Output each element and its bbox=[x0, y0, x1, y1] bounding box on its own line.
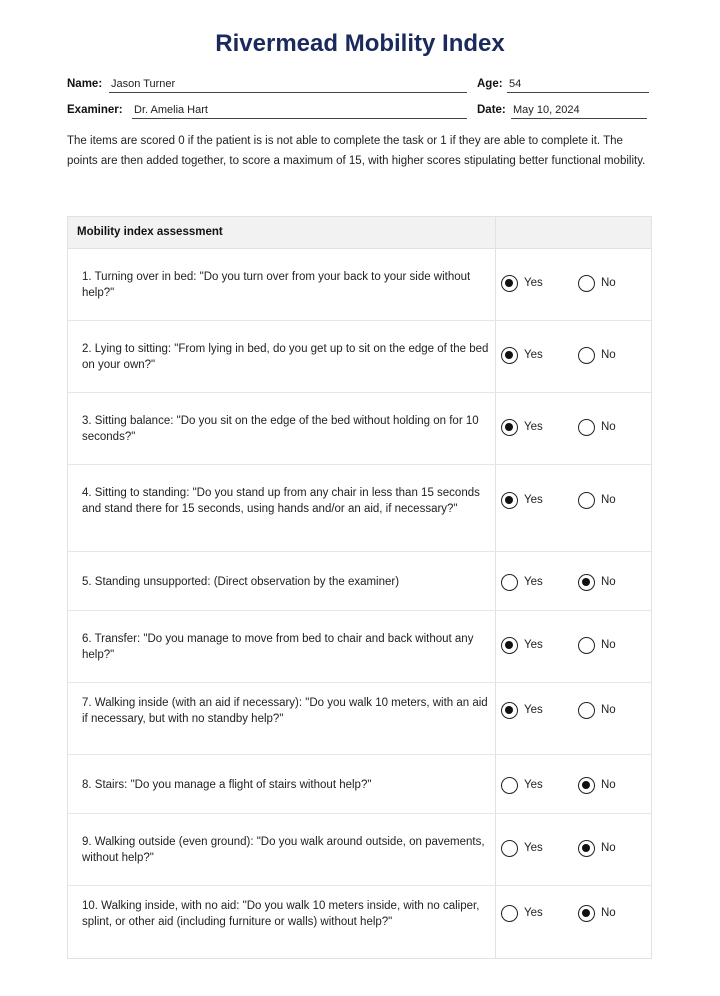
no-radio-button[interactable] bbox=[578, 777, 595, 794]
no-option[interactable] bbox=[578, 345, 616, 365]
yes-radio-button[interactable] bbox=[501, 574, 518, 591]
yes-radio-button[interactable] bbox=[501, 777, 518, 794]
yes-option[interactable] bbox=[501, 572, 543, 592]
yes-option[interactable] bbox=[501, 775, 543, 795]
yes-option[interactable] bbox=[501, 490, 543, 510]
no-option[interactable] bbox=[578, 417, 616, 437]
no-label: No bbox=[601, 639, 616, 651]
assessment-table bbox=[67, 216, 652, 959]
yes-radio-button[interactable] bbox=[501, 637, 518, 654]
instructions-text: The items are scored 0 if the patient is is not able to complete the task or 1 if they are able to complete it. The points are then added together, to score a maximum of 15, with higher scores stipulating better functional mobility. bbox=[67, 135, 646, 167]
table-row bbox=[68, 552, 651, 611]
no-option[interactable] bbox=[578, 838, 616, 858]
yes-label: Yes bbox=[524, 779, 543, 791]
date-field[interactable]: May 10, 2024 bbox=[511, 104, 647, 119]
date-label: Date: bbox=[477, 104, 506, 116]
no-radio-button[interactable] bbox=[578, 275, 595, 292]
question-text: 1. Turning over in bed: "Do you turn over from your back to your side without help?" bbox=[82, 271, 471, 299]
yes-label: Yes bbox=[524, 277, 543, 289]
no-label: No bbox=[601, 494, 616, 506]
yes-label: Yes bbox=[524, 421, 543, 433]
question-text: 3. Sitting balance: "Do you sit on the edge of the bed without holding on for 10 seconds?" bbox=[82, 415, 479, 443]
yes-label: Yes bbox=[524, 842, 543, 854]
no-label: No bbox=[601, 704, 616, 716]
no-option[interactable] bbox=[578, 635, 616, 655]
no-radio-button[interactable] bbox=[578, 702, 595, 719]
yes-option[interactable] bbox=[501, 417, 543, 437]
no-option[interactable] bbox=[578, 490, 616, 510]
yes-radio-button[interactable] bbox=[501, 419, 518, 436]
question-text: 10. Walking inside, with no aid: "Do you walk 10 meters inside, with no caliper, splint, or other aid (including furniture or walls) without help?" bbox=[82, 900, 480, 928]
yes-option[interactable] bbox=[501, 345, 543, 365]
yes-radio-button[interactable] bbox=[501, 905, 518, 922]
question-text: 4. Sitting to standing: "Do you stand up from any chair in less than 15 seconds and stand there for 15 seconds, using hands and/or an aid, if necessary?" bbox=[82, 487, 480, 515]
table-row bbox=[68, 683, 651, 755]
question-text: 7. Walking inside (with an aid if necessary): "Do you walk 10 meters, with an aid if necessary, but with no standby help?" bbox=[82, 697, 488, 725]
yes-radio-button[interactable] bbox=[501, 275, 518, 292]
table-row bbox=[68, 755, 651, 814]
no-label: No bbox=[601, 779, 616, 791]
yes-option[interactable] bbox=[501, 838, 543, 858]
page-title: Rivermead Mobility Index bbox=[215, 30, 505, 57]
no-option[interactable] bbox=[578, 903, 616, 923]
no-option[interactable] bbox=[578, 273, 616, 293]
no-radio-button[interactable] bbox=[578, 840, 595, 857]
yes-option[interactable] bbox=[501, 700, 543, 720]
table-header bbox=[68, 217, 651, 249]
no-label: No bbox=[601, 349, 616, 361]
name-field[interactable]: Jason Turner bbox=[109, 78, 467, 93]
yes-radio-button[interactable] bbox=[501, 702, 518, 719]
table-row bbox=[68, 814, 651, 886]
no-option[interactable] bbox=[578, 700, 616, 720]
table-row bbox=[68, 465, 651, 552]
table-row bbox=[68, 393, 651, 465]
no-radio-button[interactable] bbox=[578, 574, 595, 591]
yes-radio-button[interactable] bbox=[501, 347, 518, 364]
no-label: No bbox=[601, 421, 616, 433]
question-text: 2. Lying to sitting: "From lying in bed, do you get up to sit on the edge of the bed on your own?" bbox=[82, 343, 489, 371]
yes-label: Yes bbox=[524, 907, 543, 919]
examiner-label: Examiner: bbox=[67, 104, 123, 116]
examiner-field[interactable]: Dr. Amelia Hart bbox=[132, 104, 467, 119]
no-option[interactable] bbox=[578, 775, 616, 795]
no-radio-button[interactable] bbox=[578, 905, 595, 922]
yes-option[interactable] bbox=[501, 273, 543, 293]
no-label: No bbox=[601, 576, 616, 588]
question-text: 6. Transfer: "Do you manage to move from bed to chair and back without any help?" bbox=[82, 633, 474, 661]
yes-option[interactable] bbox=[501, 635, 543, 655]
table-header-label: Mobility index assessment bbox=[77, 226, 223, 238]
table-row bbox=[68, 248, 651, 321]
table-row bbox=[68, 886, 651, 958]
table-row bbox=[68, 611, 651, 683]
question-text: 8. Stairs: "Do you manage a flight of stairs without help?" bbox=[82, 779, 372, 791]
no-option[interactable] bbox=[578, 572, 616, 592]
yes-label: Yes bbox=[524, 576, 543, 588]
yes-label: Yes bbox=[524, 704, 543, 716]
no-label: No bbox=[601, 907, 616, 919]
yes-label: Yes bbox=[524, 349, 543, 361]
no-label: No bbox=[601, 277, 616, 289]
age-label: Age: bbox=[477, 78, 503, 90]
no-radio-button[interactable] bbox=[578, 419, 595, 436]
yes-radio-button[interactable] bbox=[501, 840, 518, 857]
table-row bbox=[68, 321, 651, 393]
no-label: No bbox=[601, 842, 616, 854]
no-radio-button[interactable] bbox=[578, 492, 595, 509]
question-text: 5. Standing unsupported: (Direct observation by the examiner) bbox=[82, 576, 400, 588]
name-label: Name: bbox=[67, 78, 103, 90]
yes-radio-button[interactable] bbox=[501, 492, 518, 509]
yes-label: Yes bbox=[524, 494, 543, 506]
no-radio-button[interactable] bbox=[578, 637, 595, 654]
no-radio-button[interactable] bbox=[578, 347, 595, 364]
yes-label: Yes bbox=[524, 639, 543, 651]
yes-option[interactable] bbox=[501, 903, 543, 923]
age-field[interactable]: 54 bbox=[507, 78, 649, 93]
question-text: 9. Walking outside (even ground): "Do you walk around outside, on pavements, without help?" bbox=[82, 836, 485, 864]
